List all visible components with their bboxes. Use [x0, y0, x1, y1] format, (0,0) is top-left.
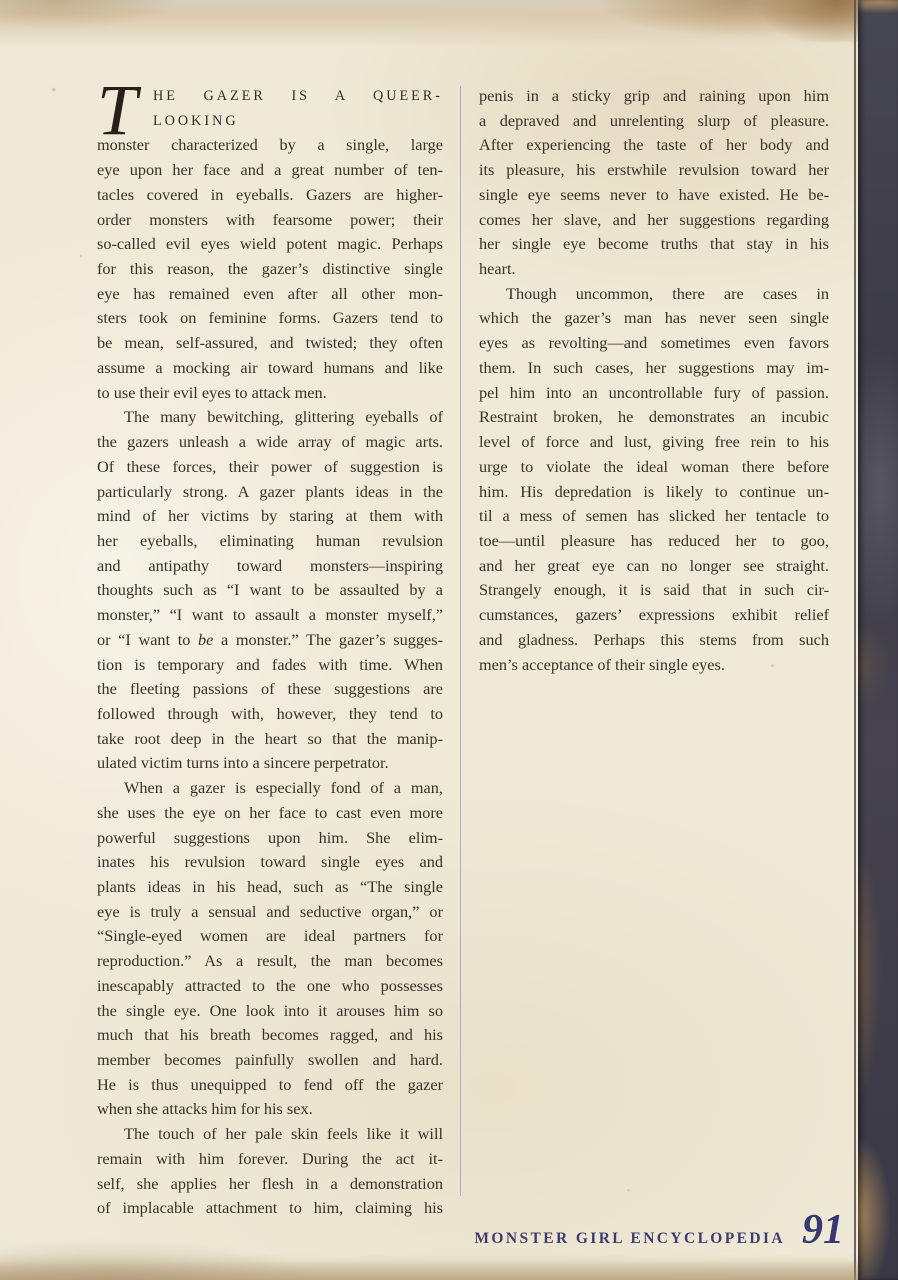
page-bottom-edge-shading — [0, 1260, 858, 1280]
text-line: tion is temporary and fades with time. When — [97, 654, 443, 674]
text-line: plants ideas in his head, such as “The single — [97, 877, 443, 896]
text-line: single eye seems never to have existed. He be- — [479, 184, 829, 204]
text-line: self, she applies her flesh in a demonstration — [97, 1173, 443, 1193]
text-line: be mean, self-assured, and twisted; they often — [97, 333, 443, 353]
paragraph-lines — [97, 133, 443, 405]
text-line: Though uncommon, there are cases in — [506, 283, 829, 303]
paragraph-lines — [97, 1122, 443, 1221]
text-line: much that his breath becomes ragged, and his — [97, 1025, 443, 1045]
text-line: and her great eye can no longer see straight. — [479, 555, 829, 575]
text-line: of implacable attachment to him, claiming his — [97, 1198, 443, 1218]
book-title: MONSTER GIRL ENCYCLOPEDIA — [474, 1230, 785, 1247]
text-line: eye has remained even after all other mon- — [97, 283, 443, 303]
text-line: eye upon her face and a great number of ten- — [97, 160, 443, 180]
text-line: After experiencing the taste of her body and — [479, 135, 829, 155]
text-line: The touch of her pale skin feels like it will — [124, 1124, 443, 1144]
text-line: penis in a sticky grip and raining upon him — [479, 86, 829, 105]
text-line: til a mess of semen has slicked her tentacle to — [479, 506, 829, 526]
text-line: monster,” “I want to assault a monster myself,” — [97, 605, 443, 625]
text-line: her single eye become truths that stay in his — [479, 234, 829, 254]
text-line: ulated victim turns into a sincere perpetrator. — [97, 753, 389, 773]
text-line: level of force and lust, giving free rein to his — [479, 432, 829, 452]
paragraph-lines — [97, 776, 443, 1122]
text-line: to use their evil eyes to attack men. — [97, 382, 327, 402]
text-line: eye is truly a sensual and seductive organ,” or — [97, 901, 443, 921]
text-line: the gazers unleash a wide array of magic arts. — [97, 432, 443, 452]
paragraph-lines — [479, 282, 829, 678]
text-line: inescapably attracted to the one who possesses — [97, 975, 443, 995]
text-line: monster characterized by a single, large — [97, 135, 443, 155]
text-line: inates his revulsion toward single eyes and — [97, 852, 443, 872]
text-line: Restraint broken, he demonstrates an incubic — [479, 407, 829, 427]
page-edge-line — [854, 0, 856, 1280]
paragraph — [479, 282, 829, 678]
text-line: member becomes painfully swollen and hard. — [97, 1050, 443, 1070]
text-line: The many bewitching, glittering eyeballs of — [124, 407, 443, 427]
text-line: toe—until pleasure has reduced her to goo, — [479, 530, 829, 550]
text-line: assume a mocking air toward humans and like — [97, 357, 443, 377]
text-line: reproduction.” As a result, the man becomes — [97, 951, 443, 971]
text-line: take root deep in the heart so that the manip- — [97, 728, 443, 748]
text-line: Strangely enough, it is said that in such cir- — [479, 580, 829, 600]
text-line: When a gazer is especially fond of a man, — [124, 778, 443, 798]
text-line: and antipathy toward monsters—inspiring — [97, 555, 443, 575]
text-line: heart. — [479, 259, 516, 279]
text-line: followed through with, however, they tend to — [97, 703, 443, 723]
page-footer — [474, 1206, 844, 1254]
paragraph-lines — [97, 405, 443, 776]
text-line: and gladness. Perhaps this stems from such — [479, 629, 829, 649]
text-line: comes her slave, and her suggestions regarding — [479, 209, 829, 229]
text-line: she uses the eye on her face to cast even more — [97, 802, 443, 822]
text-line: the fleeting passions of these suggestions are — [97, 679, 443, 699]
text-line: Of these forces, their power of suggestion is — [97, 456, 443, 476]
text-line: “Single-eyed women are ideal partners for — [97, 926, 443, 946]
text-line: powerful suggestions upon him. She elim- — [97, 827, 443, 847]
text-column-right — [479, 84, 829, 677]
text-line: him. His depredation is likely to continue un- — [479, 481, 829, 501]
text-line: its pleasure, his erstwhile revulsion toward her — [479, 160, 829, 180]
text-line: them. In such cases, her suggestions may im- — [479, 357, 829, 377]
text-line: sters took on feminine forms. Gazers tend to — [97, 308, 443, 328]
text-line: her eyeballs, eliminating human revulsion — [97, 530, 443, 550]
text-line: for this reason, the gazer’s distinctive single — [97, 259, 443, 279]
text-line: He is thus unequipped to fend off the gazer — [97, 1074, 443, 1094]
text-line: a depraved and unrelenting slurp of pleasure. — [479, 110, 829, 130]
text-line: so-called evil eyes wield potent magic. Perhaps — [97, 234, 443, 254]
text-line: when she attacks him for his sex. — [97, 1099, 313, 1119]
text-line: which the gazer’s man has never seen single — [479, 308, 829, 328]
text-line: men’s acceptance of their single eyes. — [479, 654, 725, 674]
paragraph — [97, 70, 443, 405]
page-top-right-weathering — [560, 0, 860, 42]
paragraph — [479, 84, 829, 282]
column-divider-rule — [460, 86, 461, 1196]
book-binding-edge — [858, 0, 898, 1280]
text-line: pel him into an uncontrollable fury of passion. — [479, 382, 829, 402]
text-line: order monsters with fearsome power; their — [97, 209, 443, 229]
text-column-left — [97, 70, 443, 1221]
text-line: the single eye. One look into it arouses him so — [97, 1000, 443, 1020]
drop-cap: T — [97, 70, 138, 150]
paragraph — [97, 1122, 443, 1221]
text-line: cumstances, gazers’ expressions exhibit relief — [479, 605, 829, 625]
text-line: particularly strong. A gazer plants ideas in the — [97, 481, 443, 501]
text-line: urge to violate the ideal woman there before — [479, 456, 829, 476]
text-line: mind of her victims by staring at them with — [97, 506, 443, 526]
text-line: thoughts such as “I want to be assaulted by a — [97, 580, 443, 600]
paragraph — [97, 405, 443, 776]
text-line: eyes as revolting—and sometimes even favors — [479, 333, 829, 353]
page-top-left-weathering — [0, 0, 190, 30]
text-line: tacles covered in eyeballs. Gazers are higher- — [97, 184, 443, 204]
page-number: 91 — [802, 1207, 844, 1253]
lead-in-small-caps: HE GAZER IS A QUEER-LOOKING — [153, 88, 443, 129]
text-line: remain with him forever. During the act it- — [97, 1148, 443, 1168]
paragraph-lines — [479, 84, 829, 282]
text-line: or “I want to be a monster.” The gazer’s sugges- — [97, 629, 443, 649]
paragraph — [97, 776, 443, 1122]
